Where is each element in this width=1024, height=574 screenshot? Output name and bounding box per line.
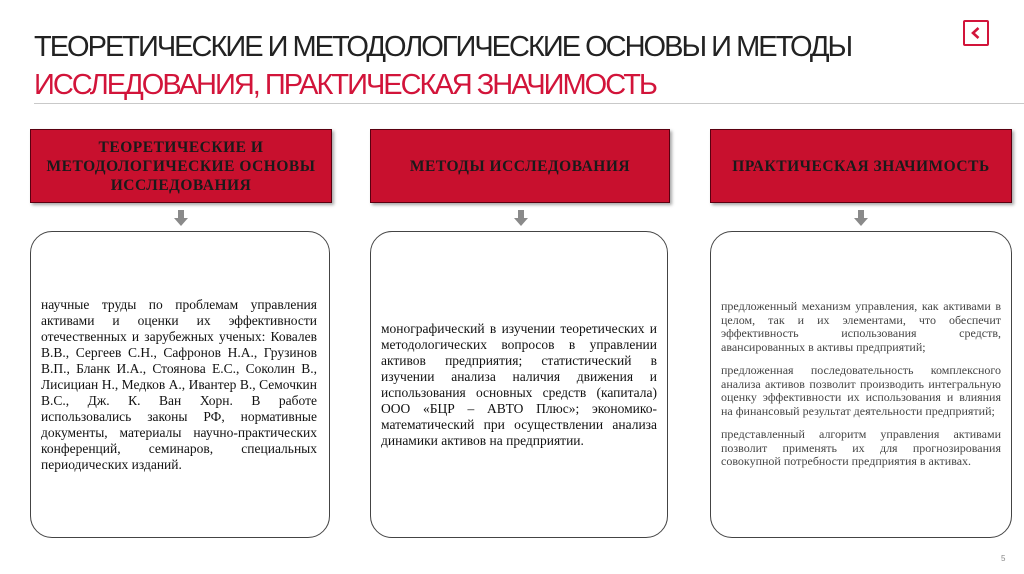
header-practical-significance: ПРАКТИЧЕСКАЯ ЗНАЧИМОСТЬ — [710, 129, 1012, 203]
down-arrow-icon — [854, 210, 868, 226]
back-button[interactable] — [963, 20, 989, 46]
theoretical-basis-text: научные труды по проблемам управления активами и оценки их эффективности отечественных и зарубежных ученых: Ковалев В.В., Сергеев С.Н., Сафронов Н.А., Грузинов В.П., Бланк И.А., Стоянова Е.С., Соколин В., Лисициан Н., Медков А., Ивантер В., Семочкин В.С., Дж. К. Ван Хорн. В работе использовались законы РФ, нормативные документы, материалы научно-практических конференций, семинаров, специальных периодических изданий. — [41, 296, 317, 472]
back-arrow-icon — [969, 26, 983, 40]
down-arrow-icon — [174, 210, 188, 226]
content-practical-significance — [710, 231, 1012, 538]
significance-item: предложенный механизм управления, как активами в целом, так и их элементами, что обеспечит эффективность использования средств, авансированных в активы предприятий; — [721, 299, 1001, 354]
title-divider — [34, 103, 1024, 104]
title-line-1: ТЕОРЕТИЧЕСКИЕ И МЕТОДОЛОГИЧЕСКИЕ ОСНОВЫ И МЕТОДЫ — [34, 31, 852, 63]
title-line-2: ИССЛЕДОВАНИЯ, ПРАКТИЧЕСКАЯ ЗНАЧИМОСТЬ — [34, 69, 656, 101]
slide-title — [34, 28, 851, 104]
header-research-methods: МЕТОДЫ ИССЛЕДОВАНИЯ — [370, 129, 670, 203]
down-arrow-icon — [514, 210, 528, 226]
significance-item: предложенная последовательность комплексного анализа активов позволит производить интегральную оценку эффективности их использования и влияния на финансовый результат деятельности предприятий; — [721, 363, 1001, 418]
content-theoretical-basis — [30, 231, 330, 538]
header-theoretical-basis: ТЕОРЕТИЧЕСКИЕ И МЕТОДОЛОГИЧЕСКИЕ ОСНОВЫ ИССЛЕДОВАНИЯ — [30, 129, 332, 203]
content-research-methods — [370, 231, 668, 538]
research-methods-text: монографический в изучении теоретических и методологических вопросов в управлении активов предприятия; статистический в изучении анализа наличия движения и использования основных средств (капитала) ООО «БЦР – АВТО Плюс»; экономико-математический при осуществлении анализа динамики активов на предприятии. — [381, 320, 657, 448]
page-number: 5 — [1001, 554, 1006, 563]
significance-item: представленный алгоритм управления активами позволит применять их для прогнозирования совокупной потребности предприятия в активах. — [721, 427, 1001, 469]
